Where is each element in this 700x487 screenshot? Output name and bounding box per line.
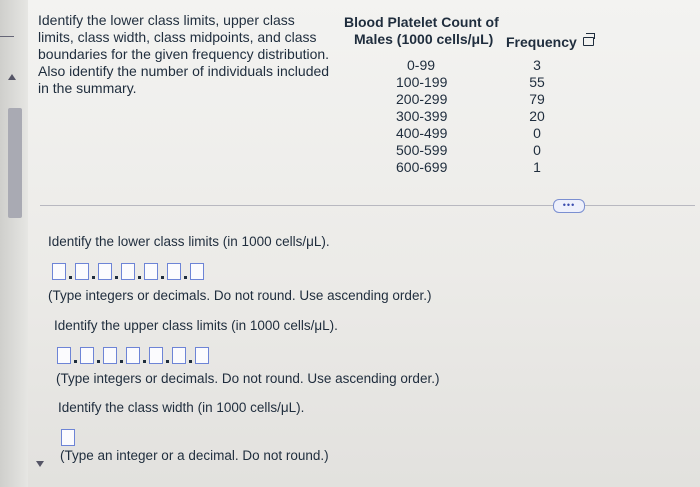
- upper-limits-hint: (Type integers or decimals. Do not round. Use ascending order.): [56, 371, 440, 386]
- class-cell: 500-599: [396, 142, 448, 158]
- answer-input[interactable]: [172, 347, 186, 364]
- answer-input[interactable]: [80, 347, 94, 364]
- answer-input[interactable]: [149, 347, 163, 364]
- class-cell: 400-499: [396, 125, 448, 141]
- class-cell: 300-399: [396, 108, 448, 124]
- table-header-frequency: Frequency: [506, 34, 577, 50]
- frequency-cell: 0: [533, 142, 541, 158]
- lower-limits-prompt: Identify the lower class limits (in 1000 cells/μL).: [48, 234, 330, 249]
- more-button[interactable]: •••: [553, 199, 585, 213]
- panel-divider-mark: [0, 36, 14, 37]
- class-width-hint: (Type an integer or a decimal. Do not round.): [60, 448, 329, 463]
- comma-separator: [74, 360, 77, 363]
- class-cell: 0-99: [407, 57, 436, 73]
- comma-separator: [115, 276, 118, 279]
- comma-separator: [120, 360, 123, 363]
- answer-input[interactable]: [144, 263, 158, 280]
- upper-limits-inputs: [57, 344, 211, 364]
- frequency-cell: 3: [533, 57, 541, 73]
- answer-input[interactable]: [121, 263, 135, 280]
- comma-separator: [92, 276, 95, 279]
- answer-input[interactable]: [61, 429, 75, 446]
- class-cell: 600-699: [396, 159, 448, 175]
- answer-input[interactable]: [167, 263, 181, 280]
- answer-input[interactable]: [75, 263, 89, 280]
- table-header-line1: Blood Platelet Count of: [344, 14, 499, 30]
- answer-input[interactable]: [52, 263, 66, 280]
- comma-separator: [189, 360, 192, 363]
- frequency-cell: 55: [529, 74, 545, 90]
- comma-separator: [166, 360, 169, 363]
- comma-separator: [138, 276, 141, 279]
- frequency-cell: 20: [529, 108, 545, 124]
- answer-input[interactable]: [103, 347, 117, 364]
- answer-input[interactable]: [57, 347, 71, 364]
- frequency-cell: 1: [533, 159, 541, 175]
- caret-down-icon[interactable]: [36, 461, 44, 467]
- caret-up-icon[interactable]: [8, 74, 16, 80]
- table-header-line2: Males (1000 cells/μL): [354, 31, 494, 47]
- lower-limits-hint: (Type integers or decimals. Do not round. Use ascending order.): [48, 288, 432, 303]
- comma-separator: [184, 276, 187, 279]
- class-width-inputs: [61, 426, 77, 446]
- answer-input[interactable]: [195, 347, 209, 364]
- copy-icon[interactable]: [583, 37, 594, 46]
- comma-separator: [161, 276, 164, 279]
- answer-input[interactable]: [190, 263, 204, 280]
- class-cell: 100-199: [396, 74, 448, 90]
- answer-input[interactable]: [126, 347, 140, 364]
- comma-separator: [97, 360, 100, 363]
- scrollbar-thumb[interactable]: [8, 108, 22, 218]
- comma-separator: [143, 360, 146, 363]
- class-width-prompt: Identify the class width (in 1000 cells/μL).: [58, 400, 305, 415]
- class-cell: 200-299: [396, 91, 448, 107]
- frequency-cell: 79: [529, 91, 545, 107]
- comma-separator: [69, 276, 72, 279]
- frequency-cell: 0: [533, 125, 541, 141]
- section-divider: [40, 205, 695, 206]
- answer-input[interactable]: [98, 263, 112, 280]
- question-text: Identify the lower class limits, upper class limits, class width, class midpoints, and class boundaries for the given frequency distribution. Also identify the number of individuals included in the summary.: [38, 12, 330, 96]
- lower-limits-inputs: [52, 260, 206, 280]
- upper-limits-prompt: Identify the upper class limits (in 1000 cells/μL).: [54, 318, 338, 333]
